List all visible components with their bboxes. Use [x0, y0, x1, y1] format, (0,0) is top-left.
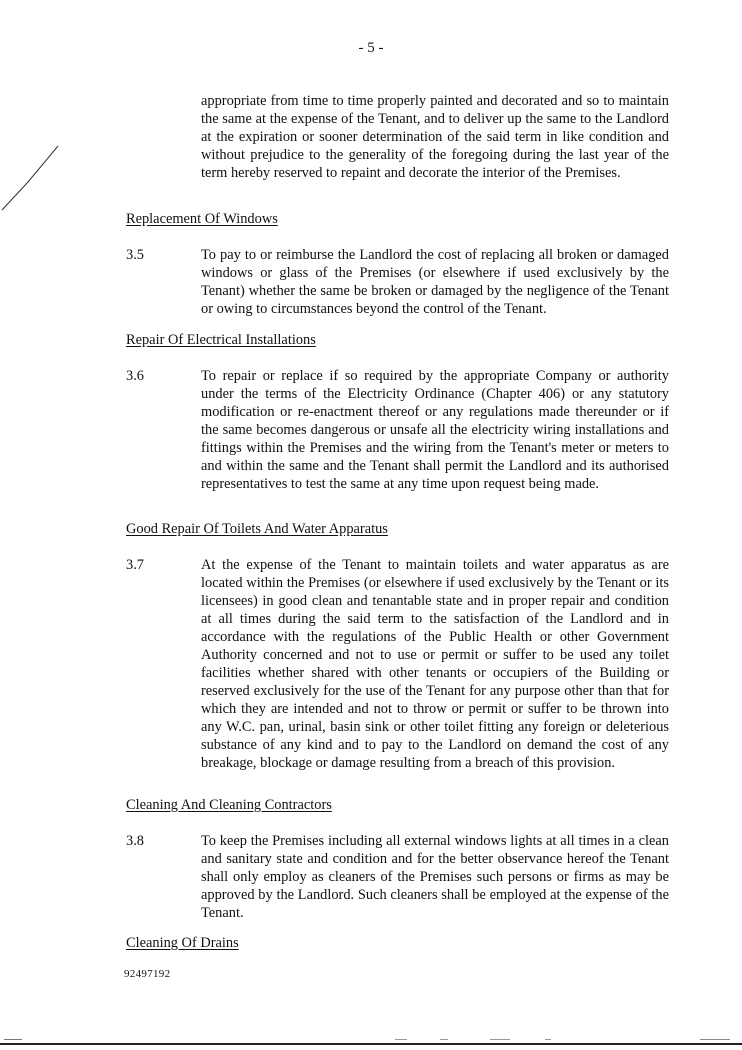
clause-number-3-5: 3.5	[126, 247, 144, 263]
continuation-text: appropriate from time to time properly painted and decorated and so to maintain the same at the expense of the Tenant, and to deliver up the same to the Landlord at the expiration or sooner determination of the said term in like condition and without prejudice to the generality of the foregoing during the last year of the term hereby reserved to repaint and decorate the interior of the Premises.	[201, 93, 669, 181]
document-reference-number: 92497192	[124, 968, 171, 980]
heading-repair-of-electrical-installations: Repair Of Electrical Installations	[126, 332, 316, 348]
clause-number-3-8: 3.8	[126, 833, 144, 849]
clause-text-3-5: To pay to or reimburse the Landlord the cost of replacing all broken or damaged windows or glass of the Premises (or elsewhere if used exclusively by the Tenant) whether the same be broken or damaged by the negligence of the Tenant or owing to circumstances beyond the control of the Tenant.	[201, 247, 669, 317]
clause-number-3-7: 3.7	[126, 557, 144, 573]
scan-artifact-specks	[0, 1036, 742, 1042]
heading-good-repair-of-toilets: Good Repair Of Toilets And Water Apparatus	[126, 521, 388, 537]
margin-pen-stroke	[0, 140, 70, 220]
clause-number-3-6: 3.6	[126, 368, 144, 384]
clause-text-3-8: To keep the Premises including all external windows lights at all times in a clean and sanitary state and condition and for the better observance hereof the Tenant shall only employ as cleaners of the Premises such persons or firms as may be approved by the Landlord. Such cleaners shall be employed at the expense of the Tenant.	[201, 833, 669, 921]
clause-text-3-6: To repair or replace if so required by the appropriate Company or authority under the terms of the Electricity Ordinance (Chapter 406) or any statutory modification or re-enactment thereof or any regulations made thereunder or if the same becomes dangerous or unsafe all the electricity wiring installations and fittings within the Premises and the wiring from the Tenant's meter or meters to and within the same and the Tenant shall permit the Landlord and its authorised representatives to test the same at any time upon request being made.	[201, 368, 669, 492]
continuation-paragraph	[201, 92, 669, 182]
heading-replacement-of-windows: Replacement Of Windows	[126, 211, 278, 227]
bottom-edge-rule	[0, 1043, 742, 1045]
clause-text-3-7: At the expense of the Tenant to maintain toilets and water apparatus as are located within the Premises (or elsewhere if used exclusively by the Tenant or its licensees) in good clean and tenantable state and in proper repair and condition at all times during the said term to the satisfaction of the Landlord and in accordance with the regulations of the Public Health or other Government Authority concerned and not to use or permit or suffer to be used any toilet facilities whether shared with other tenants or occupiers of the Building or reserved exclusively for the use of the Tenant for any purpose other than that for which they are intended and not to throw or permit or suffer to be thrown into any W.C. pan, urinal, basin sink or other toilet fitting any foreign or deleterious substance of any kind and to pay to the Landlord on demand the cost of any breakage, blockage or damage resulting from a breach of this provision.	[201, 557, 669, 771]
heading-cleaning-of-drains: Cleaning Of Drains	[126, 935, 239, 951]
heading-cleaning-and-cleaning-contractors: Cleaning And Cleaning Contractors	[126, 797, 332, 813]
page-number: - 5 -	[358, 40, 384, 56]
